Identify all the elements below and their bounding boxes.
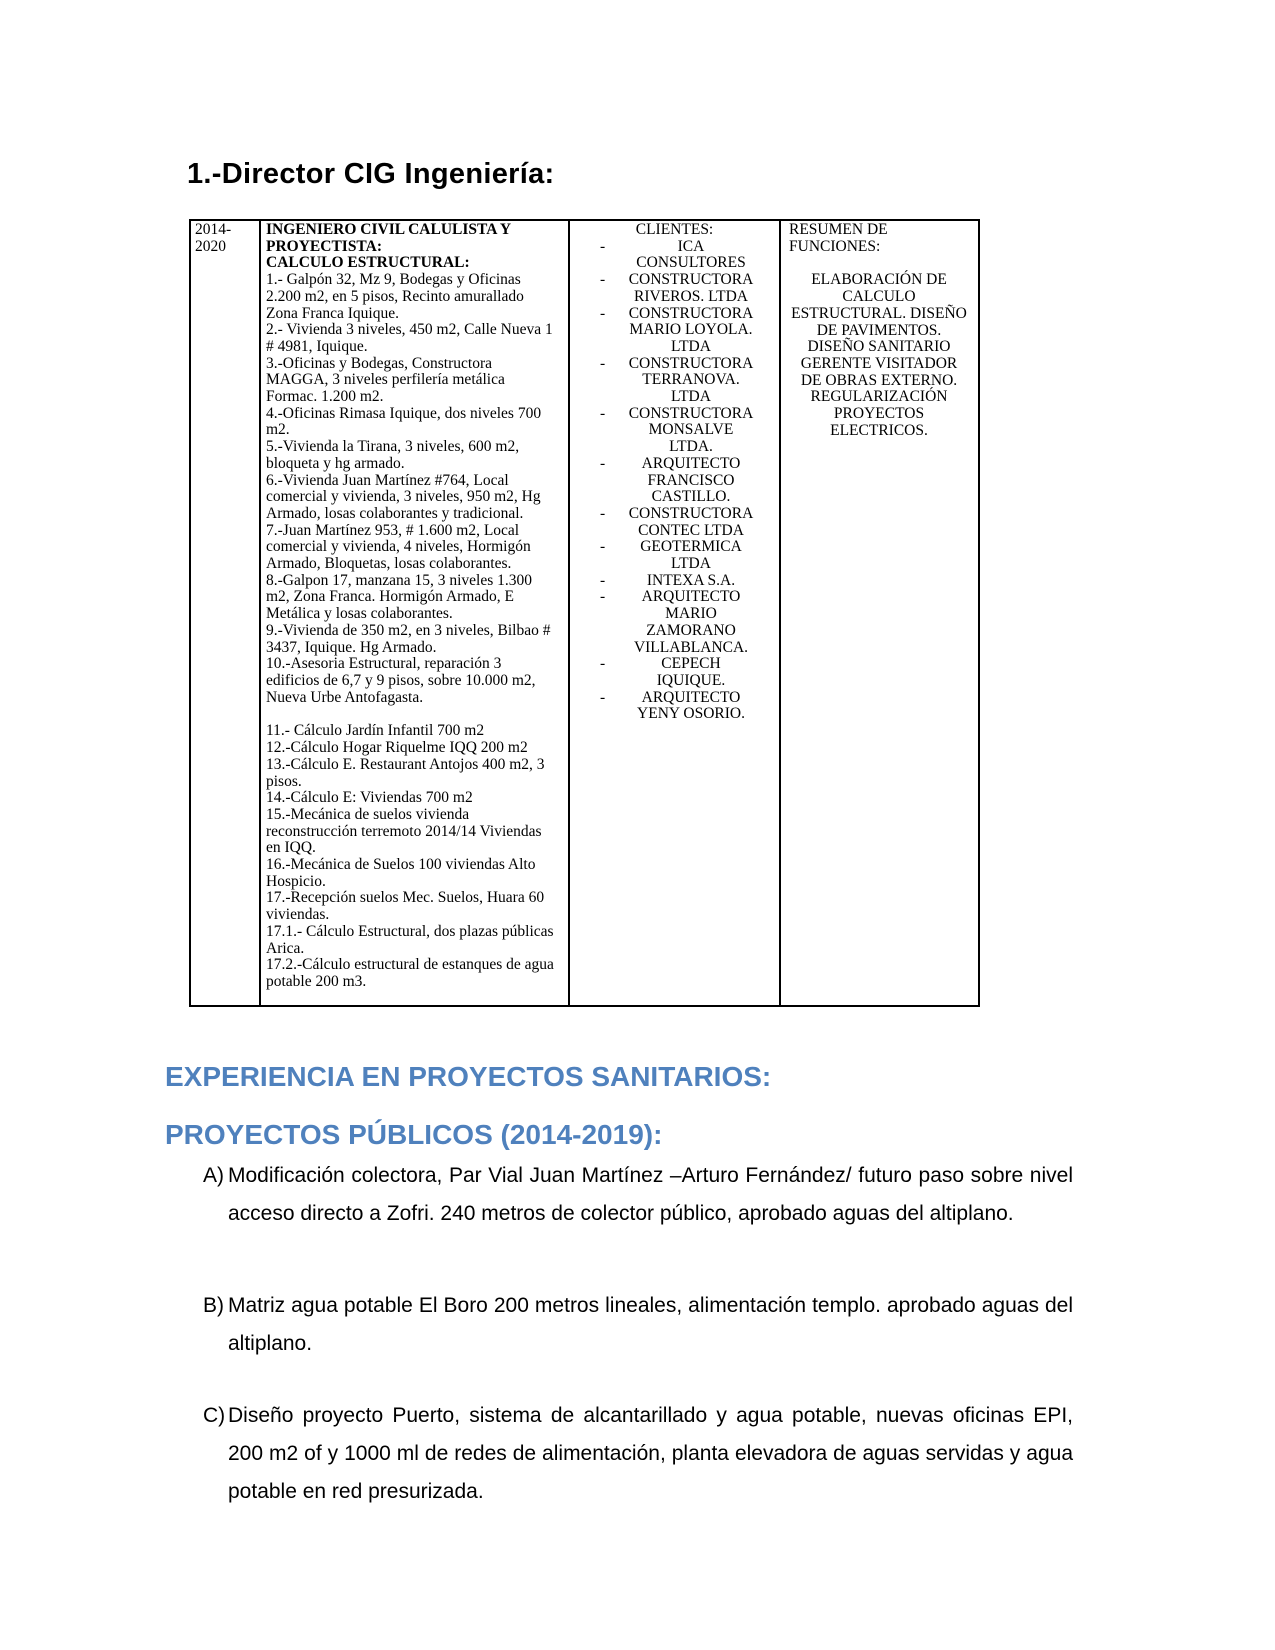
client-item: - ARQUITECTO FRANCISCO CASTILLO.	[626, 456, 756, 506]
project-item: 2.- Vivienda 3 niveles, 450 m2, Calle Nueva 1 # 4981, Iquique.	[266, 321, 553, 355]
role-header: INGENIERO CIVIL CALULISTA Y PROYECTISTA:	[266, 221, 511, 255]
clients-header: CLIENTES:	[635, 221, 714, 238]
project-item: 6.-Vivienda Juan Martínez #764, Local comercial y vivienda, 3 niveles, 950 m2, Hg Armado, losas colaborantes y tradicional.	[266, 471, 541, 522]
public-projects-heading: PROYECTOS PÚBLICOS (2014-2019):	[165, 1119, 663, 1150]
period-line-1: 2014-	[195, 221, 232, 238]
period-line-2: 2020	[195, 237, 226, 255]
list-marker: A)	[203, 1164, 224, 1187]
project-item: 8.-Galpon 17, manzana 15, 3 niveles 1.300 m2, Zona Franca. Hormigón Armado, E Metálica y losas colaborantes.	[266, 571, 533, 623]
project-item: 9.-Vivienda de 350 m2, en 3 niveles, Bilbao # 3437, Iquique. Hg Armado.	[266, 621, 551, 656]
table-cell-projects	[261, 221, 570, 1005]
calc-header: CALCULO ESTRUCTURAL:	[266, 254, 470, 272]
project-item: 11.- Cálculo Jardín Infantil 700 m2	[266, 722, 485, 740]
public-project-text: Matriz agua potable El Boro 200 metros lineales, alimentación templo. aprobado aguas del altiplano.	[228, 1294, 1073, 1355]
project-item: 7.-Juan Martínez 953, # 1.600 m2, Local comercial y vivienda, 4 niveles, Hormigón Armado, Bloquetas, losas colaborantes.	[266, 521, 531, 573]
experience-table	[189, 219, 980, 1007]
project-item: 5.-Vivienda la Tirana, 3 niveles, 600 m2, bloqueta y hg armado.	[266, 438, 520, 472]
clients-list	[576, 239, 773, 723]
public-project-item	[203, 1287, 1073, 1363]
public-project-item	[203, 1397, 1073, 1511]
project-item: 12.-Cálculo Hogar Riquelme IQQ 200 m2	[266, 739, 528, 757]
table-cell-functions	[781, 221, 974, 1005]
table-cell-clients	[570, 221, 781, 1005]
project-item: 17.2.-Cálculo estructural de estanques de agua potable 200 m3.	[266, 956, 554, 990]
project-item: 1.- Galpón 32, Mz 9, Bodegas y Oficinas 2.200 m2, en 5 pisos, Recinto amurallado Zona Franca Iquique.	[266, 271, 524, 322]
client-item: - GEOTERMICA LTDA	[626, 539, 756, 572]
public-project-item	[203, 1157, 1073, 1233]
list-marker: C)	[203, 1404, 226, 1427]
client-item: - CONSTRUCTORA RIVEROS. LTDA	[626, 272, 756, 305]
projects-gap	[266, 706, 556, 723]
project-item: 16.-Mecánica de Suelos 100 viviendas Alto Hospicio.	[266, 856, 536, 890]
projects-list-2	[266, 723, 556, 990]
project-item: 13.-Cálculo E. Restaurant Antojos 400 m2, 3 pisos.	[266, 755, 545, 790]
project-item: 3.-Oficinas y Bodegas, Constructora MAGGA, 3 niveles perfilería metálica Formac. 1.200 m2.	[266, 354, 505, 406]
project-item: 17.-Recepción suelos Mec. Suelos, Huara 60 viviendas.	[266, 889, 545, 924]
public-project-text: Modificación colectora, Par Vial Juan Martínez –Arturo Fernández/ futuro paso sobre nivel acceso directo a Zofri. 240 metros de colector público, aprobado aguas del altiplano.	[228, 1164, 1073, 1225]
project-item: 14.-Cálculo E: Viviendas 700 m2	[266, 789, 473, 807]
project-item: 17.1.- Cálculo Estructural, dos plazas públicas Arica.	[266, 922, 554, 957]
client-item: - CEPECH IQUIQUE.	[626, 656, 756, 689]
client-item: - ARQUITECTO YENY OSORIO.	[626, 690, 756, 723]
client-item: - ARQUITECTO MARIO ZAMORANO VILLABLANCA.	[626, 589, 756, 656]
client-item: - INTEXA S.A.	[626, 573, 756, 590]
list-marker: B)	[203, 1294, 224, 1317]
client-item: - CONSTRUCTORA CONTEC LTDA	[626, 506, 756, 539]
page-title: 1.-Director CIG Ingeniería:	[187, 158, 555, 190]
functions-text: ELABORACIÓN DE CALCULO ESTRUCTURAL. DISEÑO DE PAVIMENTOS. DISEÑO SANITARIO GERENTE VISITADOR DE OBRAS EXTERNO. REGULARIZACIÓN PROYECTOS ELECTRICOS.	[791, 271, 967, 439]
client-item: - CONSTRUCTORA MARIO LOYOLA. LTDA	[626, 306, 756, 356]
project-item: 10.-Asesoria Estructural, reparación 3 edificios de 6,7 y 9 pisos, sobre 10.000 m2, Nueva Urbe Antofagasta.	[266, 655, 536, 706]
client-item: - ICA CONSULTORES	[626, 239, 756, 272]
experience-section-heading: EXPERIENCIA EN PROYECTOS SANITARIOS:	[165, 1061, 772, 1092]
project-item: 4.-Oficinas Rimasa Iquique, dos niveles 700 m2.	[266, 404, 542, 439]
projects-list-1	[266, 272, 556, 706]
table-cell-period	[191, 221, 261, 1005]
client-item: - CONSTRUCTORA TERRANOVA. LTDA	[626, 356, 756, 406]
functions-header: RESUMEN DE FUNCIONES:	[789, 221, 888, 255]
project-item: 15.-Mecánica de suelos vivienda reconstrucción terremoto 2014/14 Viviendas en IQQ.	[266, 805, 542, 857]
client-item: - CONSTRUCTORA MONSALVE LTDA.	[626, 406, 756, 456]
public-project-text: Diseño proyecto Puerto, sistema de alcantarillado y agua potable, nuevas oficinas EPI, 200 m2 of y 1000 ml de redes de alimentación, planta elevadora de aguas servidas y agua potable en red presurizada.	[228, 1404, 1073, 1503]
